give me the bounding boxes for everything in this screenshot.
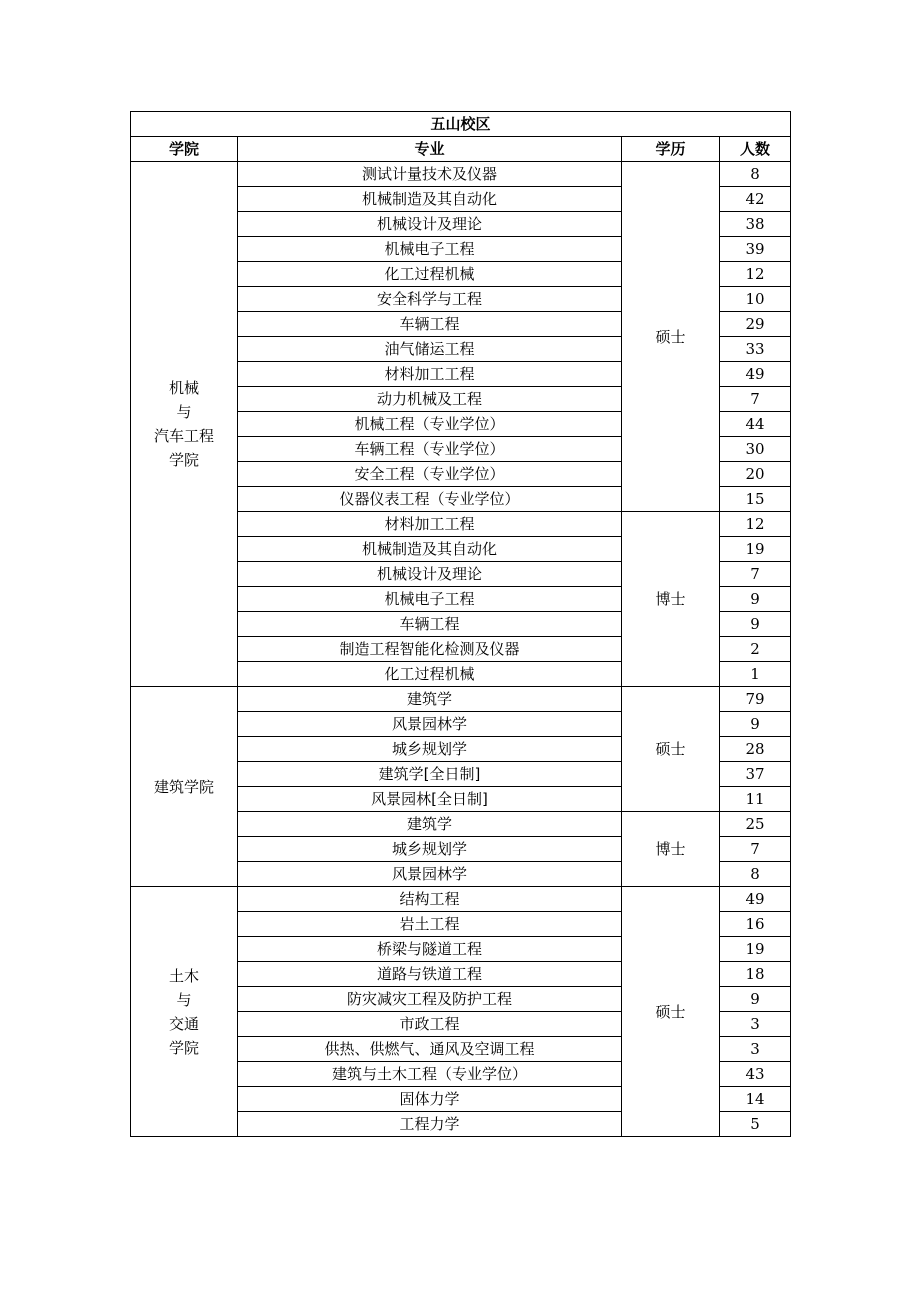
count-cell: 9 bbox=[720, 587, 791, 612]
count-cell: 30 bbox=[720, 437, 791, 462]
count-cell: 38 bbox=[720, 212, 791, 237]
count-cell: 12 bbox=[720, 512, 791, 537]
title-row bbox=[131, 112, 791, 137]
college-name bbox=[131, 687, 238, 887]
college-name-line: 机械 bbox=[168, 379, 199, 397]
major-cell: 机械设计及理论 bbox=[238, 212, 622, 237]
count-cell: 37 bbox=[720, 762, 791, 787]
count-cell: 43 bbox=[720, 1062, 791, 1087]
header-major: 专业 bbox=[238, 137, 622, 162]
major-cell: 桥梁与隧道工程 bbox=[238, 937, 622, 962]
count-cell: 49 bbox=[720, 362, 791, 387]
major-cell: 材料加工工程 bbox=[238, 362, 622, 387]
degree-cell: 博士 bbox=[622, 512, 720, 687]
college-name bbox=[131, 887, 238, 1137]
major-cell: 供热、供燃气、通风及空调工程 bbox=[238, 1037, 622, 1062]
major-cell: 防灾减灾工程及防护工程 bbox=[238, 987, 622, 1012]
count-cell: 9 bbox=[720, 987, 791, 1012]
count-cell: 16 bbox=[720, 912, 791, 937]
count-cell: 8 bbox=[720, 862, 791, 887]
major-cell: 车辆工程（专业学位） bbox=[238, 437, 622, 462]
count-cell: 15 bbox=[720, 487, 791, 512]
major-cell: 固体力学 bbox=[238, 1087, 622, 1112]
count-cell: 29 bbox=[720, 312, 791, 337]
college-name-line: 学院 bbox=[168, 1038, 199, 1057]
college-name-line: 学院 bbox=[168, 451, 199, 469]
major-cell: 风景园林学 bbox=[238, 712, 622, 737]
major-cell: 机械制造及其自动化 bbox=[238, 187, 622, 212]
header-college: 学院 bbox=[131, 137, 238, 162]
count-cell: 39 bbox=[720, 237, 791, 262]
college-name-line: 与 bbox=[176, 403, 192, 421]
count-cell: 20 bbox=[720, 462, 791, 487]
count-cell: 7 bbox=[720, 837, 791, 862]
table-row bbox=[131, 162, 791, 187]
major-cell: 机械电子工程 bbox=[238, 587, 622, 612]
header-row bbox=[131, 137, 791, 162]
major-cell: 岩土工程 bbox=[238, 912, 622, 937]
major-cell: 制造工程智能化检测及仪器 bbox=[238, 637, 622, 662]
major-cell: 动力机械及工程 bbox=[238, 387, 622, 412]
header-degree: 学历 bbox=[622, 137, 720, 162]
count-cell: 10 bbox=[720, 287, 791, 312]
major-cell: 市政工程 bbox=[238, 1012, 622, 1037]
count-cell: 9 bbox=[720, 612, 791, 637]
college-name-line: 建筑学院 bbox=[153, 777, 214, 796]
table-row bbox=[131, 887, 791, 912]
major-cell: 测试计量技术及仪器 bbox=[238, 162, 622, 187]
count-cell: 12 bbox=[720, 262, 791, 287]
count-cell: 19 bbox=[720, 937, 791, 962]
major-cell: 安全工程（专业学位） bbox=[238, 462, 622, 487]
college-name-line: 汽车工程 bbox=[153, 427, 214, 445]
major-cell: 建筑学 bbox=[238, 812, 622, 837]
count-cell: 3 bbox=[720, 1037, 791, 1062]
major-cell: 车辆工程 bbox=[238, 312, 622, 337]
count-cell: 79 bbox=[720, 687, 791, 712]
count-cell: 49 bbox=[720, 887, 791, 912]
degree-cell: 硕士 bbox=[622, 687, 720, 812]
major-cell: 材料加工工程 bbox=[238, 512, 622, 537]
major-cell: 工程力学 bbox=[238, 1112, 622, 1137]
count-cell: 19 bbox=[720, 537, 791, 562]
major-cell: 建筑学 bbox=[238, 687, 622, 712]
major-cell: 结构工程 bbox=[238, 887, 622, 912]
count-cell: 9 bbox=[720, 712, 791, 737]
major-cell: 机械工程（专业学位） bbox=[238, 412, 622, 437]
count-cell: 3 bbox=[720, 1012, 791, 1037]
degree-cell: 博士 bbox=[622, 812, 720, 887]
count-cell: 11 bbox=[720, 787, 791, 812]
major-cell: 城乡规划学 bbox=[238, 737, 622, 762]
major-cell: 风景园林学 bbox=[238, 862, 622, 887]
degree-cell: 硕士 bbox=[622, 162, 720, 512]
college-name-line: 土木 bbox=[168, 966, 199, 985]
count-cell: 44 bbox=[720, 412, 791, 437]
major-cell: 建筑与土木工程（专业学位） bbox=[238, 1062, 622, 1087]
campus-title: 五山校区 bbox=[131, 112, 791, 137]
major-cell: 车辆工程 bbox=[238, 612, 622, 637]
table-row bbox=[131, 687, 791, 712]
count-cell: 1 bbox=[720, 662, 791, 687]
count-cell: 5 bbox=[720, 1112, 791, 1137]
count-cell: 7 bbox=[720, 562, 791, 587]
count-cell: 8 bbox=[720, 162, 791, 187]
enrollment-table bbox=[130, 111, 791, 1137]
count-cell: 28 bbox=[720, 737, 791, 762]
college-name-line: 与 bbox=[176, 990, 192, 1009]
major-cell: 机械制造及其自动化 bbox=[238, 537, 622, 562]
count-cell: 2 bbox=[720, 637, 791, 662]
count-cell: 33 bbox=[720, 337, 791, 362]
count-cell: 42 bbox=[720, 187, 791, 212]
major-cell: 化工过程机械 bbox=[238, 662, 622, 687]
major-cell: 城乡规划学 bbox=[238, 837, 622, 862]
major-cell: 建筑学[全日制] bbox=[238, 762, 622, 787]
count-cell: 18 bbox=[720, 962, 791, 987]
header-count: 人数 bbox=[720, 137, 791, 162]
major-cell: 道路与铁道工程 bbox=[238, 962, 622, 987]
degree-cell: 硕士 bbox=[622, 887, 720, 1137]
major-cell: 安全科学与工程 bbox=[238, 287, 622, 312]
count-cell: 25 bbox=[720, 812, 791, 837]
major-cell: 机械设计及理论 bbox=[238, 562, 622, 587]
table-body bbox=[131, 112, 791, 1137]
major-cell: 油气储运工程 bbox=[238, 337, 622, 362]
count-cell: 14 bbox=[720, 1087, 791, 1112]
college-name-line: 交通 bbox=[168, 1014, 199, 1033]
major-cell: 化工过程机械 bbox=[238, 262, 622, 287]
major-cell: 机械电子工程 bbox=[238, 237, 622, 262]
major-cell: 仪器仪表工程（专业学位） bbox=[238, 487, 622, 512]
count-cell: 7 bbox=[720, 387, 791, 412]
college-name bbox=[131, 162, 238, 687]
major-cell: 风景园林[全日制] bbox=[238, 787, 622, 812]
